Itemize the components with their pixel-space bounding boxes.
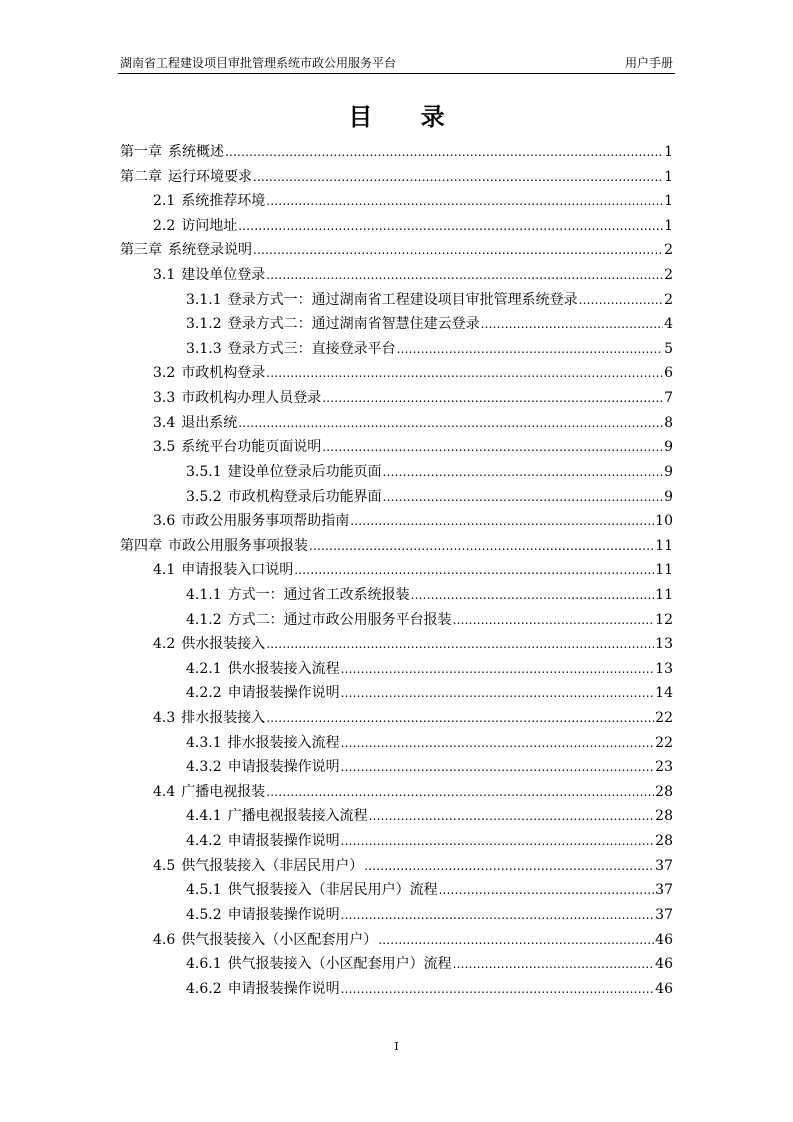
toc-entry-number: 4.2 (153, 636, 176, 653)
toc-dot-leader (350, 509, 654, 534)
toc-entry-page: 5 (664, 340, 673, 357)
toc-entry-number: 4.3.1 (186, 734, 222, 751)
toc-entry-number: 第一章 (120, 144, 162, 160)
toc-entry-page: 2 (664, 242, 673, 259)
toc-entry-page: 8 (664, 414, 673, 431)
toc-entry-number: 3.1.3 (186, 340, 222, 357)
toc-entry-number: 2.1 (153, 193, 176, 210)
toc-dot-leader (341, 657, 655, 682)
toc-entry-page: 28 (655, 808, 673, 825)
toc-entry[interactable] (120, 386, 673, 411)
toc-entry-title: 方式二：通过市政公用服务平台报装 (227, 611, 452, 628)
toc-dot-leader (225, 140, 663, 165)
toc-entry-title: 排水报装接入 (181, 710, 266, 727)
toc-entry-title: 供水报装接入 (181, 636, 266, 653)
toc-entry-page: 13 (655, 636, 673, 653)
toc-entry[interactable] (120, 903, 673, 928)
toc-entry-number: 第三章 (120, 242, 162, 259)
toc-entry-title: 排水报装接入流程 (227, 734, 340, 751)
toc-entry[interactable] (120, 657, 673, 682)
toc-entry-title: 申请报装操作说明 (227, 906, 340, 923)
toc-dot-leader (322, 386, 663, 411)
toc-entry-page: 28 (655, 833, 673, 850)
toc-dot-leader (369, 804, 655, 829)
toc-dot-leader (309, 534, 654, 559)
toc-dot-leader (439, 878, 655, 903)
toc-entry-page: 11 (655, 537, 673, 554)
toc-entry-title: 申请报装操作说明 (227, 759, 340, 776)
toc-entry[interactable] (120, 854, 673, 879)
toc-entry[interactable] (120, 558, 673, 583)
toc-dot-leader (453, 952, 655, 977)
toc-entry-title: 方式一：通过省工改系统报装 (227, 586, 410, 603)
toc-entry[interactable] (120, 263, 673, 288)
toc-entry[interactable] (120, 337, 673, 362)
toc-entry-title: 广播电视报装接入流程 (227, 808, 368, 825)
toc-entry-number: 3.5.2 (186, 488, 222, 505)
toc-entry-title: 供水报装接入流程 (227, 660, 340, 677)
toc-entry[interactable] (120, 460, 673, 485)
toc-entry-page: 2 (664, 291, 673, 308)
toc-entry-page: 37 (655, 906, 673, 923)
page-number: I (394, 1040, 399, 1053)
toc-entry[interactable] (120, 140, 673, 165)
toc-entry-number: 3.4 (153, 414, 176, 431)
toc-dot-leader (266, 706, 654, 731)
toc-dot-leader (341, 977, 655, 1002)
toc-entry[interactable] (120, 288, 673, 313)
toc-entry[interactable] (120, 681, 673, 706)
toc-entry-title: 供气报装接入（小区配套用户）流程 (227, 956, 452, 973)
header-divider (118, 73, 675, 74)
toc-dot-leader (341, 755, 655, 780)
toc-entry[interactable] (120, 583, 673, 608)
toc-entry[interactable] (120, 780, 673, 805)
toc-entry-page: 28 (655, 783, 673, 800)
toc-entry-number: 3.1.2 (186, 316, 222, 333)
toc-entry-page: 9 (664, 439, 673, 456)
toc-entry-number: 4.3.2 (186, 759, 222, 776)
toc-entry-page: 1 (664, 168, 673, 185)
toc-entry-number: 4.5.1 (186, 882, 222, 899)
toc-entry-number: 3.1.1 (186, 291, 222, 308)
toc-entry[interactable] (120, 731, 673, 756)
toc-entry-number: 4.1.1 (186, 586, 222, 603)
toc-entry-page: 13 (655, 660, 673, 677)
toc-entry-page: 23 (655, 759, 673, 776)
toc-entry-page: 2 (664, 267, 673, 284)
toc-dot-leader (266, 780, 654, 805)
toc-entry[interactable] (120, 534, 673, 559)
running-header-title: 湖南省工程建设项目审批管理系统市政公用服务平台 (120, 56, 397, 70)
toc-dot-leader (266, 632, 654, 657)
toc-entry-title: 市政机构办理人员登录 (181, 390, 322, 407)
toc-entry[interactable] (120, 632, 673, 657)
toc-entry-number: 3.5 (153, 439, 176, 456)
toc-entry[interactable] (120, 608, 673, 633)
toc-entry-page: 9 (664, 488, 673, 505)
toc-entry-title: 系统登录说明 (168, 242, 252, 259)
toc-entry[interactable] (120, 509, 673, 534)
toc-entry-number: 4.1 (153, 562, 176, 579)
toc-entry-page: 37 (655, 857, 673, 874)
toc-entry[interactable] (120, 829, 673, 854)
toc-entry-title: 市政机构登录 (181, 365, 266, 382)
toc-entry-title: 市政公用服务事项报装 (168, 537, 308, 554)
toc-entry-page: 1 (664, 217, 673, 234)
toc-entry-number: 3.6 (153, 513, 176, 530)
toc-entry[interactable] (120, 804, 673, 829)
toc-entry-title: 登录方式二：通过湖南省智慧住建云登录 (227, 316, 480, 333)
toc-entry-page: 1 (664, 144, 673, 160)
toc-dot-leader (266, 361, 663, 386)
toc-entry-page: 11 (655, 562, 673, 579)
toc-entry[interactable] (120, 361, 673, 386)
toc-entry-number: 4.4.2 (186, 833, 222, 850)
toc-entry-page: 22 (655, 710, 673, 727)
toc-entry-page: 46 (655, 931, 673, 948)
toc-dot-leader (266, 189, 663, 214)
toc-dot-leader (341, 681, 655, 706)
toc-entry-number: 4.3 (153, 710, 176, 727)
page-title: 目 录 (348, 102, 465, 131)
toc-entry-title: 登录方式三：直接登录平台 (227, 340, 396, 357)
toc-entry-number: 3.2 (153, 365, 176, 382)
toc-entry-title: 系统概述 (168, 144, 224, 160)
toc-entry[interactable] (120, 977, 673, 1002)
toc-dot-leader (238, 411, 663, 436)
toc-entry[interactable] (120, 706, 673, 731)
toc-entry-number: 4.5 (153, 857, 176, 874)
toc-dot-leader (383, 485, 663, 510)
toc-entry-number: 2.2 (153, 217, 176, 234)
toc-entry-title: 市政公用服务事项帮助指南 (181, 513, 350, 530)
toc-entry-title: 市政机构登录后功能界面 (227, 488, 382, 505)
toc-entry-page: 10 (655, 513, 673, 530)
toc-dot-leader (294, 558, 654, 583)
toc-entry-title: 退出系统 (181, 414, 238, 431)
toc-dot-leader (266, 263, 663, 288)
toc-entry-page: 37 (655, 882, 673, 899)
toc-entry-title: 建设单位登录后功能页面 (227, 463, 382, 480)
toc-dot-leader (341, 731, 655, 756)
toc-dot-leader (253, 238, 663, 263)
toc-entry[interactable] (120, 952, 673, 977)
toc-dot-leader (341, 903, 655, 928)
toc-entry[interactable] (120, 214, 673, 239)
toc-dot-leader (397, 337, 663, 362)
toc-entry-title: 申请报装操作说明 (227, 685, 340, 702)
toc-entry-title: 访问地址 (181, 217, 238, 234)
toc-entry-title: 供气报装接入（非居民用户）流程 (227, 882, 438, 899)
toc-entry[interactable] (120, 928, 673, 953)
toc-entry-number: 第四章 (120, 537, 162, 554)
running-header-label: 用户手册 (624, 56, 673, 70)
toc-dot-leader (238, 214, 663, 239)
toc-entry-page: 46 (655, 956, 673, 973)
toc-entry-number: 4.6.1 (186, 956, 222, 973)
toc-entry-number: 4.4 (153, 783, 176, 800)
toc-entry-title: 系统平台功能页面说明 (181, 439, 322, 456)
toc-entry-page: 7 (664, 390, 673, 407)
toc-dot-leader (322, 435, 663, 460)
toc-entry[interactable] (120, 878, 673, 903)
toc-entry-page: 9 (664, 463, 673, 480)
toc-entry-title: 系统推荐环境 (181, 193, 266, 210)
toc-entry-number: 4.1.2 (186, 611, 222, 628)
toc-entry-title: 供气报装接入（非居民用户） (181, 857, 364, 874)
toc-entry[interactable] (120, 411, 673, 436)
toc-entry-title: 申请报装操作说明 (227, 980, 340, 997)
toc-entry-page: 1 (664, 193, 673, 210)
toc-entry-title: 建设单位登录 (181, 267, 266, 284)
toc-entry-number: 3.3 (153, 390, 176, 407)
toc-entry-number: 第二章 (120, 168, 162, 185)
toc-dot-leader (378, 928, 654, 953)
toc-entry-number: 4.6.2 (186, 980, 222, 997)
toc-entry-number: 4.2.2 (186, 685, 222, 702)
toc-entry-page: 46 (655, 980, 673, 997)
toc-dot-leader (453, 608, 655, 633)
toc-entry-number: 4.5.2 (186, 906, 222, 923)
toc-entry-number: 4.2.1 (186, 660, 222, 677)
toc-entry[interactable] (120, 755, 673, 780)
toc-entry-page: 6 (664, 365, 673, 382)
toc-entry-page: 14 (655, 685, 673, 702)
toc-dot-leader (253, 165, 663, 190)
toc-dot-leader (364, 854, 654, 879)
toc-entry-number: 4.4.1 (186, 808, 222, 825)
toc-entry[interactable] (120, 312, 673, 337)
toc-dot-leader (579, 288, 663, 313)
toc-entry-title: 供气报装接入（小区配套用户） (181, 931, 378, 948)
toc-entry-title: 登录方式一：通过湖南省工程建设项目审批管理系统登录 (227, 291, 578, 308)
toc-entry[interactable] (120, 238, 673, 263)
table-of-contents (120, 140, 673, 1001)
toc-dot-leader (411, 583, 655, 608)
toc-entry-number: 3.5.1 (186, 463, 222, 480)
toc-entry-page: 12 (655, 611, 673, 628)
toc-dot-leader (383, 460, 663, 485)
toc-entry-number: 4.6 (153, 931, 176, 948)
toc-entry-title: 运行环境要求 (168, 168, 252, 185)
toc-entry-page: 22 (655, 734, 673, 751)
toc-entry[interactable] (120, 165, 673, 190)
toc-entry[interactable] (120, 485, 673, 510)
toc-dot-leader (481, 312, 663, 337)
toc-entry[interactable] (120, 189, 673, 214)
toc-entry-number: 3.1 (153, 267, 176, 284)
toc-entry-page: 11 (655, 586, 673, 603)
toc-entry-page: 4 (664, 316, 673, 333)
toc-dot-leader (341, 829, 655, 854)
toc-entry[interactable] (120, 435, 673, 460)
toc-entry-title: 广播电视报装 (181, 783, 266, 800)
toc-entry-title: 申请报装操作说明 (227, 833, 340, 850)
toc-entry-title: 申请报装入口说明 (181, 562, 294, 579)
